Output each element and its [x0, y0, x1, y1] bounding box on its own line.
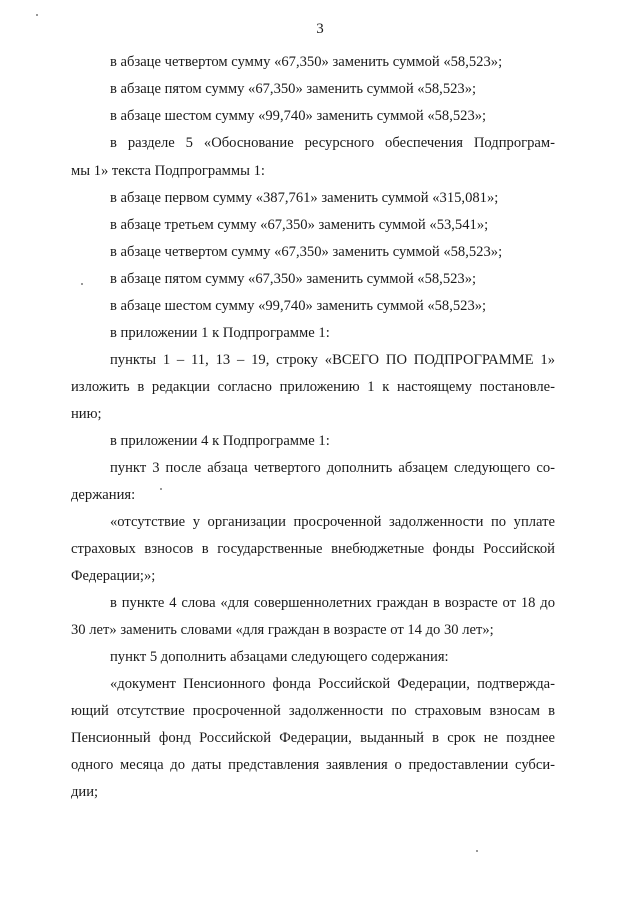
scan-speck [160, 488, 162, 490]
scan-speck [476, 850, 478, 852]
text-line: 30 лет» заменить словами «для граждан в возрасте от 14 до 30 лет»; [71, 622, 494, 638]
text-line: в абзаце четвертом сумму «67,350» заменить суммой «58,523»; [110, 54, 503, 70]
text-line: в приложении 1 к Подпрограмме 1: [110, 325, 330, 341]
text-line: пункт 5 дополнить абзацами следующего содержания: [110, 649, 449, 665]
text-line: в абзаце первом сумму «387,761» заменить суммой «315,081»; [110, 190, 499, 206]
text-line: в абзаце пятом сумму «67,350» заменить суммой «58,523»; [110, 271, 477, 287]
scan-speck [36, 14, 38, 16]
text-line: в приложении 4 к Подпрограмме 1: [110, 433, 330, 449]
text-line: дии; [71, 784, 99, 800]
text-line: ющий отсутствие просроченной задолженности по страховым взносам в [71, 703, 555, 719]
page-number: 3 [316, 21, 324, 37]
text-line: страховых взносов в государственные внебюджетные фонды Российской [71, 541, 555, 557]
text-line: в абзаце шестом сумму «99,740» заменить суммой «58,523»; [110, 298, 487, 314]
text-line: пункты 1 – 11, 13 – 19, строку «ВСЕГО ПО ПОДПРОГРАММЕ 1» [110, 352, 555, 368]
text-line: в абзаце четвертом сумму «67,350» заменить суммой «58,523»; [110, 244, 503, 260]
text-line: в разделе 5 «Обоснование ресурсного обеспечения Подпрограм- [110, 135, 555, 151]
scan-speck [81, 283, 83, 285]
text-line: Пенсионный фонд Российской Федерации, выданный в срок не позднее [71, 730, 555, 746]
text-line: «отсутствие у организации просроченной задолженности по уплате [110, 514, 555, 530]
text-line: в абзаце третьем сумму «67,350» заменить суммой «53,541»; [110, 217, 489, 233]
text-line: «документ Пенсионного фонда Российской Федерации, подтвержда- [110, 676, 555, 692]
text-line: нию; [71, 406, 102, 422]
text-line: держания: [71, 487, 136, 503]
text-line: в абзаце пятом сумму «67,350» заменить суммой «58,523»; [110, 81, 477, 97]
text-line: в пункте 4 слова «для совершеннолетних граждан в возрасте от 18 до [110, 595, 555, 611]
text-line: Федерации;»; [71, 568, 156, 584]
text-line: одного месяца до даты представления заявления о предоставлении субси- [71, 757, 555, 773]
text-line: в абзаце шестом сумму «99,740» заменить суммой «58,523»; [110, 108, 487, 124]
text-line: мы 1» текста Подпрограммы 1: [71, 163, 265, 179]
text-line: изложить в редакции согласно приложению 1 к настоящему постановле- [71, 379, 555, 395]
text-line: пункт 3 после абзаца четвертого дополнить абзацем следующего со- [110, 460, 555, 476]
